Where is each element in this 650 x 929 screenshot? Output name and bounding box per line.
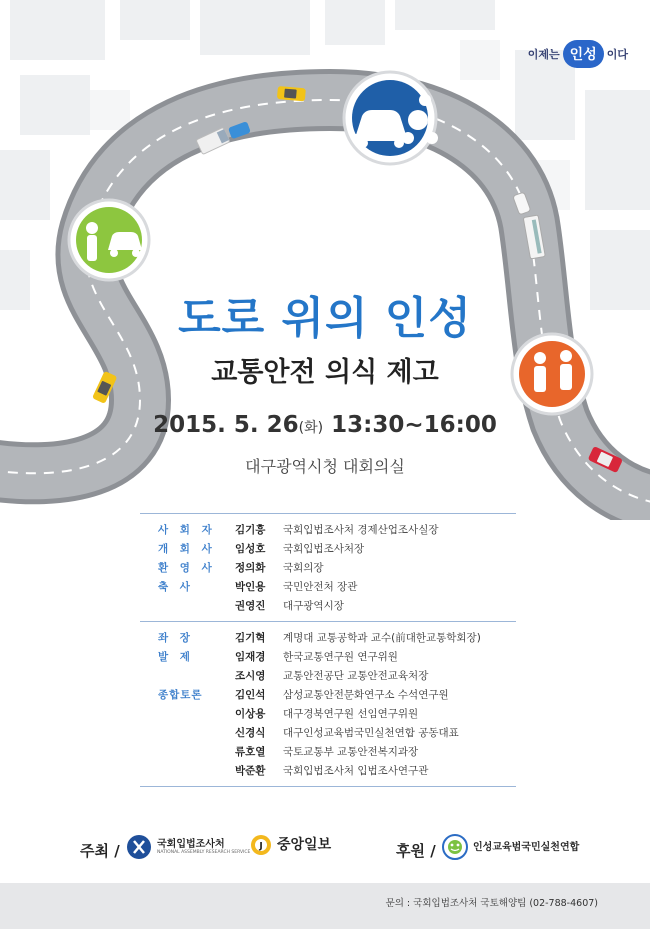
affiliation: 국회입법조사처 입법조사연구관 — [283, 765, 429, 777]
affiliation: 한국교통연구원 연구위원 — [283, 651, 398, 663]
person-name: 박준환 — [235, 765, 266, 777]
support1-logo — [442, 834, 579, 860]
program-block-discussion — [140, 622, 516, 786]
main-title: 도로 위의 인성 — [178, 293, 472, 344]
car-vs-motorcycle-icon — [344, 72, 438, 164]
person-name: 조시영 — [235, 670, 266, 682]
person-name: 박인용 — [235, 581, 266, 593]
affiliation: 국회입법조사처 경제산업조사실장 — [283, 524, 439, 536]
role: 축 사 — [158, 581, 194, 593]
sponsors-bar — [0, 828, 650, 868]
nars-emblem-icon — [126, 834, 152, 860]
affiliation: 삼성교통안전문화연구소 수석연구원 — [283, 689, 449, 701]
support-label: 후원 / — [396, 842, 436, 860]
person-name: 정의화 — [235, 562, 266, 574]
affiliation: 계명대 교통공학과 교수(前대한교통학회장) — [283, 632, 481, 644]
program-row — [140, 685, 516, 704]
program-row — [140, 704, 516, 723]
affiliation: 대구광역시장 — [283, 600, 344, 612]
role: 좌 장 — [158, 632, 194, 644]
footer — [0, 883, 650, 929]
program-row — [140, 742, 516, 761]
host2-name: 중앙일보 — [277, 836, 332, 853]
character-edu-emblem-icon — [442, 834, 468, 860]
program-row — [140, 628, 516, 647]
car-yellow-top — [277, 86, 306, 101]
role: 사 회 자 — [158, 524, 216, 536]
program-row — [140, 761, 516, 780]
joongang-emblem-icon — [250, 834, 272, 856]
affiliation: 교통안전공단 교통안전교육처장 — [283, 670, 429, 682]
event-time: 13:30~16:00 — [323, 412, 497, 438]
person-name: 임성호 — [235, 543, 266, 555]
slogan-after: 이다 — [606, 48, 628, 61]
role: 개 회 사 — [158, 543, 216, 555]
host-label: 주최 / — [80, 842, 120, 860]
pedestrian-vs-car-icon — [69, 200, 149, 280]
program-row — [140, 723, 516, 742]
support1-name: 인성교육범국민실천연합 — [473, 841, 580, 853]
program-block-opening — [140, 514, 516, 621]
event-date: 2015. 5. 26 — [153, 412, 299, 438]
event-weekday: (화) — [298, 420, 324, 436]
role: 환 영 사 — [158, 562, 216, 574]
event-datetime — [0, 412, 650, 438]
program-row — [140, 596, 516, 615]
program-row — [140, 539, 516, 558]
person-name: 류호열 — [235, 746, 266, 758]
program-row — [140, 577, 516, 596]
slogan-highlight: 인성 — [563, 40, 604, 68]
person-name: 임재경 — [235, 651, 266, 663]
affiliation: 대구인성교육범국민실천연합 공동대표 — [283, 727, 459, 739]
host1-sub: NATIONAL ASSEMBLY RESEARCH SERVICE — [157, 850, 251, 855]
person-name: 권영진 — [235, 600, 266, 612]
contact-info: 문의 : 국회입법조사처 국토해양팀 (02-788-4607) — [385, 898, 598, 909]
program-list — [140, 513, 516, 787]
sub-title: 교통안전 의식 제고 — [211, 357, 439, 388]
affiliation: 국회입법조사처장 — [283, 543, 365, 555]
slogan — [528, 40, 628, 68]
person-name: 김인석 — [235, 689, 266, 701]
person-name: 신경식 — [235, 727, 266, 739]
person-name: 이상용 — [235, 708, 266, 720]
program-row — [140, 666, 516, 685]
divider — [140, 786, 516, 787]
program-row — [140, 520, 516, 539]
role: 종합토론 — [158, 689, 203, 701]
role: 발 제 — [158, 651, 194, 663]
person-name: 김기혁 — [235, 632, 266, 644]
program-row — [140, 558, 516, 577]
slogan-before: 이제는 — [527, 48, 560, 61]
host2-logo — [250, 834, 331, 856]
affiliation: 국회의장 — [283, 562, 324, 574]
host1-logo — [126, 834, 250, 860]
program-row — [140, 647, 516, 666]
person-name: 김기흥 — [235, 524, 266, 536]
affiliation: 대구경북연구원 선임연구위원 — [283, 708, 419, 720]
affiliation: 국민안전처 장관 — [283, 581, 358, 593]
affiliation: 국토교통부 교통안전복지과장 — [283, 746, 419, 758]
event-venue: 대구광역시청 대회의실 — [245, 457, 405, 476]
host1-name: 국회입법조사처 — [157, 839, 225, 850]
svg-text:J: J — [259, 841, 263, 852]
